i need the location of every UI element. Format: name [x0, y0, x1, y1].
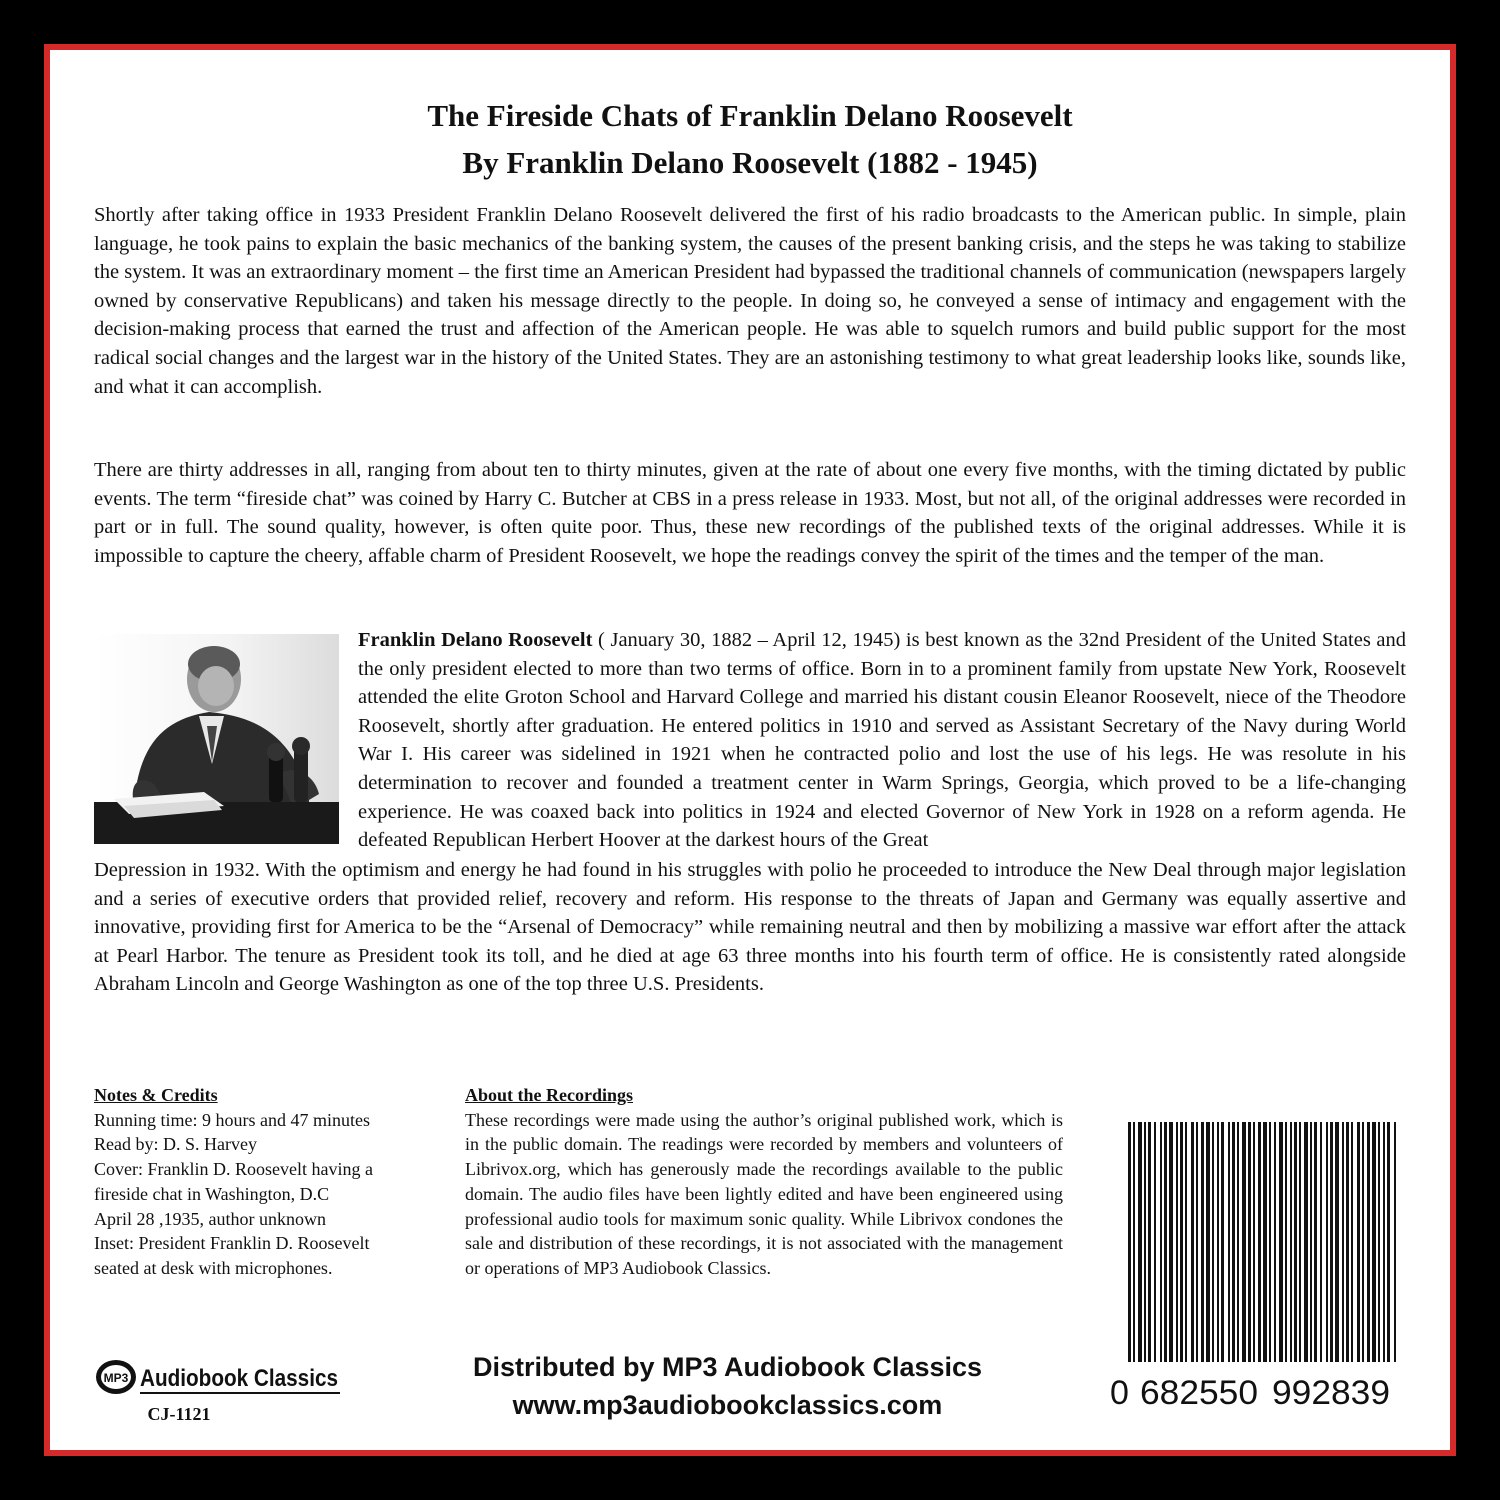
barcode-bar [1133, 1122, 1135, 1404]
barcode-bar [1378, 1122, 1380, 1362]
barcode-bar [1144, 1122, 1146, 1362]
barcode-bar [1394, 1122, 1396, 1404]
distributor-url: www.mp3audiobookclassics.com [512, 1390, 943, 1420]
barcode-bar [1362, 1122, 1364, 1362]
barcode-bar [1128, 1122, 1131, 1404]
barcode-bar [1335, 1122, 1339, 1362]
barcode-bar [1160, 1122, 1162, 1362]
about-recordings [465, 1083, 1063, 1281]
notes-credits [94, 1083, 434, 1281]
barcode-bar [1248, 1122, 1251, 1362]
barcode-bar [1176, 1122, 1178, 1362]
barcode-bar [1180, 1122, 1183, 1362]
about-heading: About the Recordings [465, 1085, 634, 1105]
barcode-bar [1320, 1122, 1322, 1362]
distributor-block [440, 1348, 1015, 1424]
barcode-bar [1138, 1122, 1142, 1362]
barcode-bar [1253, 1122, 1255, 1362]
byline: By Franklin Delano Roosevelt (1882 - 1945) [462, 145, 1038, 180]
catalog-number: CJ-1121 [147, 1404, 211, 1424]
title: The Fireside Chats of Franklin Delano Roosevelt [427, 98, 1073, 133]
barcode-bar [1258, 1122, 1261, 1362]
about-text: These recordings were made using the author’s original published work, which is in the public domain. The readings were recorded by members and volunteers of Librivox.org, which has generously made the recordings available to the public domain. The audio files have been lightly edited and have been engineered using professional audio tools for maximum sonic quality. While Librivox condones the sale and distribution of these recordings, it is not associated with the management or operations of MP3 Audiobook Classics. [465, 1109, 1063, 1278]
barcode-bar [1263, 1122, 1267, 1404]
barcode-bar [1269, 1122, 1271, 1362]
notes-line: Running time: 9 hours and 47 minutes [94, 1109, 370, 1130]
intro-paragraph: Shortly after taking office in 1933 President Franklin Delano Roosevelt delivered the first of his radio broadcasts to the American public. In simple, plain language, he took pains to explain the basic mechanics of the banking system, the causes of the present banking crisis, and the steps he was taking to stabilize the system. It was an extraordinary moment – the first time an American President had bypassed the traditional channels of communication (newspapers largely owned by conservative Republicans) and taken his message directly to the people. In doing so, he conveyed a sense of intimacy and engagement with the decision-making process that earned the trust and affection of the American people. He was able to squelch rumors and build public support for the most radical social changes and the largest war in the history of the United States. They are an astonishing testimony to what great leadership looks like, sounds like, and what it can accomplish. [94, 204, 1406, 398]
notes-line: Cover: Franklin D. Roosevelt having a [94, 1159, 373, 1180]
notes-line: seated at desk with microphones. [94, 1257, 333, 1278]
barcode-bar [1148, 1122, 1151, 1362]
barcode-bar [1242, 1122, 1246, 1362]
barcode-bar [1290, 1122, 1292, 1362]
barcode-bar [1185, 1122, 1187, 1362]
barcode-bar [1372, 1122, 1376, 1362]
bio-text-top: ( January 30, 1882 – April 12, 1945) is best known as the 32nd President of the United States and the only president elected to more than two terms of office. Born in to a prominent family from upstate New York, Roosevelt attended the elite Groton School and Harvard College and married his distant cousin Eleanor Roosevelt, niece of the Theodore Roosevelt, shortly after graduation. He entered politics in 1910 and served as Assistant Secretary of the Navy during World War I. His career was sidelined in 1921 when he contracted polio and lost the use of his legs. He was resolute in his determination to recover and founded a treatment center in Warm Springs, Georgia, which proved to be a life-changing experience. He was coaxed back into politics in 1924 and elected Governor of New York in 1928 on a reform agenda. He defeated Republican Herbert Hoover at the darkest hours of the Great [358, 629, 1406, 852]
logo-text: Audiobook Classics [140, 1365, 338, 1392]
barcode-bar [1196, 1122, 1198, 1362]
barcode-group1: 682550 [1140, 1374, 1258, 1412]
barcode-bar [1212, 1122, 1214, 1362]
fdr-photo-inset [94, 634, 339, 844]
barcode-bar [1294, 1122, 1297, 1362]
barcode-bar [1169, 1122, 1173, 1362]
barcode-bar [1330, 1122, 1333, 1362]
barcode-bar [1357, 1122, 1360, 1362]
mp3-audiobook-classics-logo [94, 1355, 344, 1400]
barcode-bar [1304, 1122, 1308, 1362]
notes-line: April 28 ,1935, author unknown [94, 1208, 326, 1229]
addresses-paragraph: There are thirty addresses in all, ranging from about ten to thirty minutes, given at the rate of about one every five months, with the timing dictated by public events. The term “fireside chat” was coined by Harry C. Butcher at CBS in a press release in 1933. Most, but not all, of the original addresses were recorded in part or in full. The sound quality, however, is often quite poor. Thus, these new recordings of the published texts of the original addresses. While it is impossible to capture the cheery, affable charm of President Roosevelt, we hope the readings convey the spirit of the times and the temper of the man. [94, 459, 1406, 567]
bio-name: Franklin Delano Roosevelt [358, 629, 593, 651]
barcode-bar [1228, 1122, 1230, 1362]
barcode-bar [1274, 1122, 1276, 1362]
barcode-bar [1217, 1122, 1219, 1362]
barcode-bar [1310, 1122, 1312, 1362]
barcode-bar [1279, 1122, 1283, 1362]
bio-top [358, 626, 1406, 855]
barcode-bar [1201, 1122, 1204, 1362]
barcode-bar [1237, 1122, 1239, 1362]
barcode-bar [1154, 1122, 1156, 1362]
barcode [1110, 1122, 1415, 1412]
notes-line: Inset: President Franklin D. Roosevelt [94, 1233, 370, 1254]
logo-badge: MP3 [103, 1371, 129, 1385]
barcode-group2: 992839 [1272, 1374, 1390, 1412]
barcode-bars [1128, 1122, 1396, 1404]
notes-heading: Notes & Credits [94, 1085, 218, 1105]
barcode-bar [1285, 1122, 1287, 1362]
barcode-bar [1299, 1122, 1301, 1362]
barcode-left-digit: 0 [1110, 1374, 1129, 1412]
barcode-bar [1342, 1122, 1344, 1362]
barcode-bar [1351, 1122, 1353, 1362]
bio-bottom: Depression in 1932. With the optimism and energy he had found in his struggles with polio he proceeded to introduce the New Deal through major legislation and a series of executive orders that provided relief, recovery and reform. His response to the threats of Japan and Germany was equally assertive and innovative, providing first for America to be the “Arsenal of Democracy” while remaining neutral and then by mobilizing a massive war effort after the attack at Pearl Harbor. The tenure as President took its toll, and he died at age 63 three months into his fourth term of office. He is consistently rated alongside Abraham Lincoln and George Washington as one of the top three U.S. Presidents. [94, 859, 1406, 996]
barcode-bar [1387, 1122, 1390, 1362]
barcode-bar [1191, 1122, 1194, 1362]
barcode-bar [1346, 1122, 1349, 1362]
notes-line: fireside chat in Washington, D.C [94, 1183, 330, 1204]
barcode-bar [1314, 1122, 1317, 1362]
barcode-bar [1221, 1122, 1224, 1362]
barcode-bar [1383, 1122, 1385, 1362]
barcode-bar [1232, 1122, 1235, 1362]
title-block [0, 92, 1500, 186]
distributor-line: Distributed by MP3 Audiobook Classics [472, 1352, 983, 1382]
notes-line: Read by: D. S. Harvey [94, 1134, 257, 1155]
barcode-bar [1367, 1122, 1370, 1362]
barcode-bar [1326, 1122, 1328, 1362]
barcode-bar [1206, 1122, 1210, 1362]
barcode-bar [1164, 1122, 1167, 1362]
